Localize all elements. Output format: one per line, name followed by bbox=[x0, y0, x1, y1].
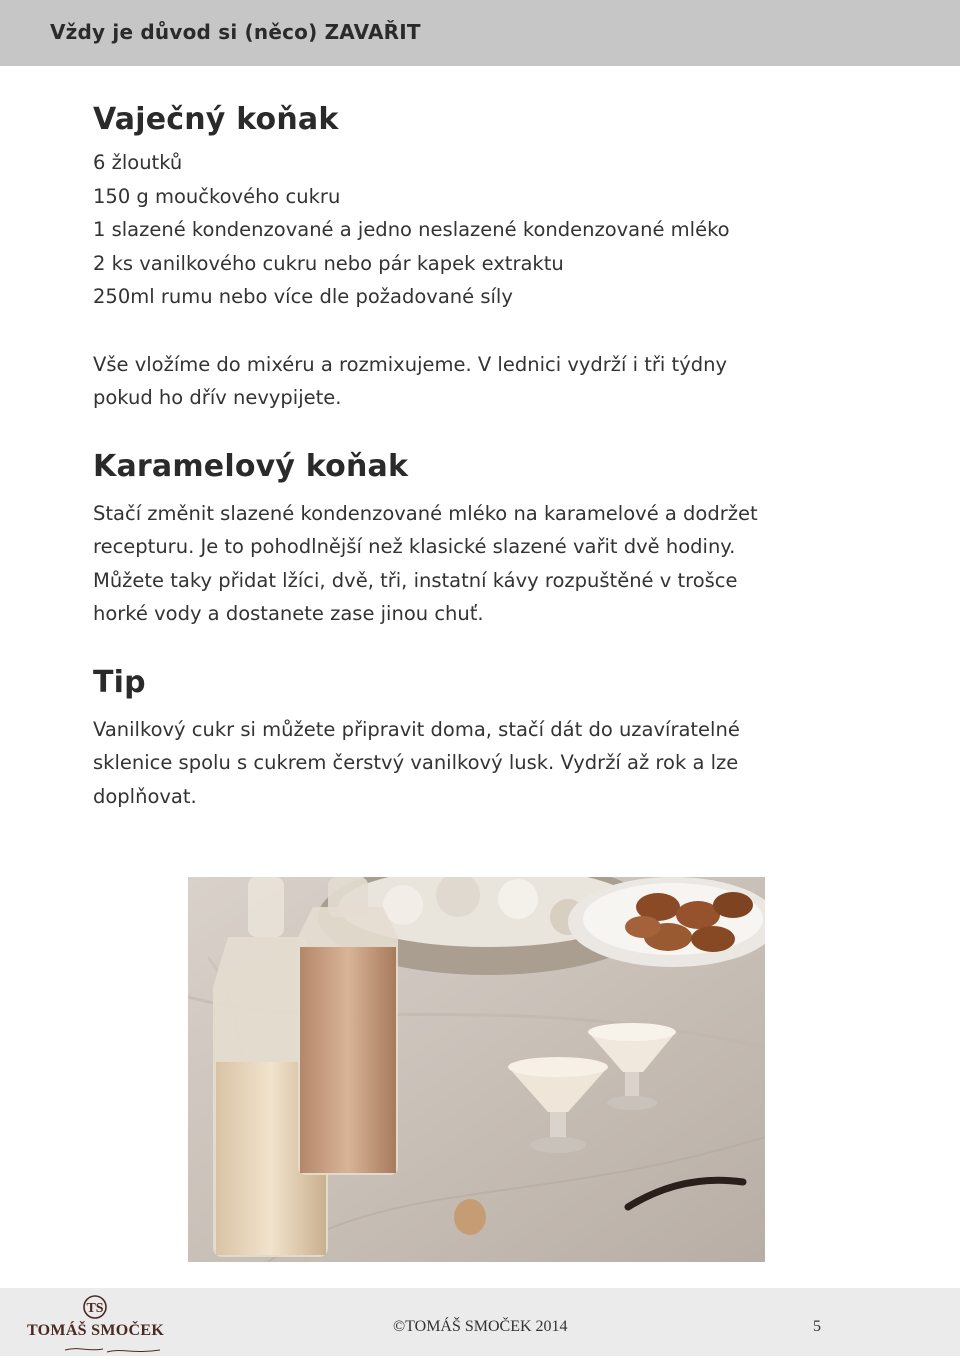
ingredient-item: 2 ks vanilkového cukru nebo pár kapek extraktu bbox=[93, 251, 564, 275]
header-title: Vždy je důvod si (něco) ZAVAŘIT bbox=[50, 20, 421, 44]
page-header bbox=[0, 0, 960, 66]
tip-title: Tip bbox=[93, 664, 146, 700]
page-footer bbox=[0, 1288, 960, 1356]
ingredient-item: 250ml rumu nebo více dle požadované síly bbox=[93, 285, 513, 308]
page-content bbox=[93, 100, 793, 813]
author-logo bbox=[25, 1294, 170, 1354]
page-number: 5 bbox=[813, 1318, 821, 1335]
ingredient-item: 6 žloutků bbox=[93, 151, 183, 174]
variant-title: Karamelový koňak bbox=[93, 448, 409, 484]
ingredient-list bbox=[93, 146, 793, 314]
eggnog-photo bbox=[188, 877, 765, 1262]
tip-text: Vanilkový cukr si můžete připravit doma, stačí dát do uzavíratelné sklenice spolu s cukrem čerstvý vanilkový lusk. Vydrží až rok a lze doplňovat. bbox=[93, 717, 740, 808]
ingredient-item: 150 g moučkového cukru bbox=[93, 184, 341, 208]
logo-monogram: TS bbox=[86, 1301, 104, 1316]
ingredient-item: 1 slazené kondenzované a jedno neslazené kondenzované mléko bbox=[93, 218, 730, 241]
recipe-instructions: Vše vložíme do mixéru a rozmixujeme. V lednici vydrží i tři týdny pokud ho dřív nevypijete. bbox=[93, 352, 728, 409]
logo-name: TOMÁŠ SMOČEK bbox=[27, 1322, 165, 1339]
recipe-title: Vaječný koňak bbox=[93, 102, 339, 137]
footer-copyright: ©TOMÁŠ SMOČEK 2014 bbox=[393, 1318, 568, 1335]
variant-text: Stačí změnit slazené kondenzované mléko na karamelové a dodržet recepturu. Je to pohodlnější než klasické slazené vařit dvě hodiny. Můžete taky přidat lžíci, dvě, tři, instatní kávy rozpuštěné v trošce horké vody a dostanete zase jinou chuť. bbox=[93, 501, 758, 625]
